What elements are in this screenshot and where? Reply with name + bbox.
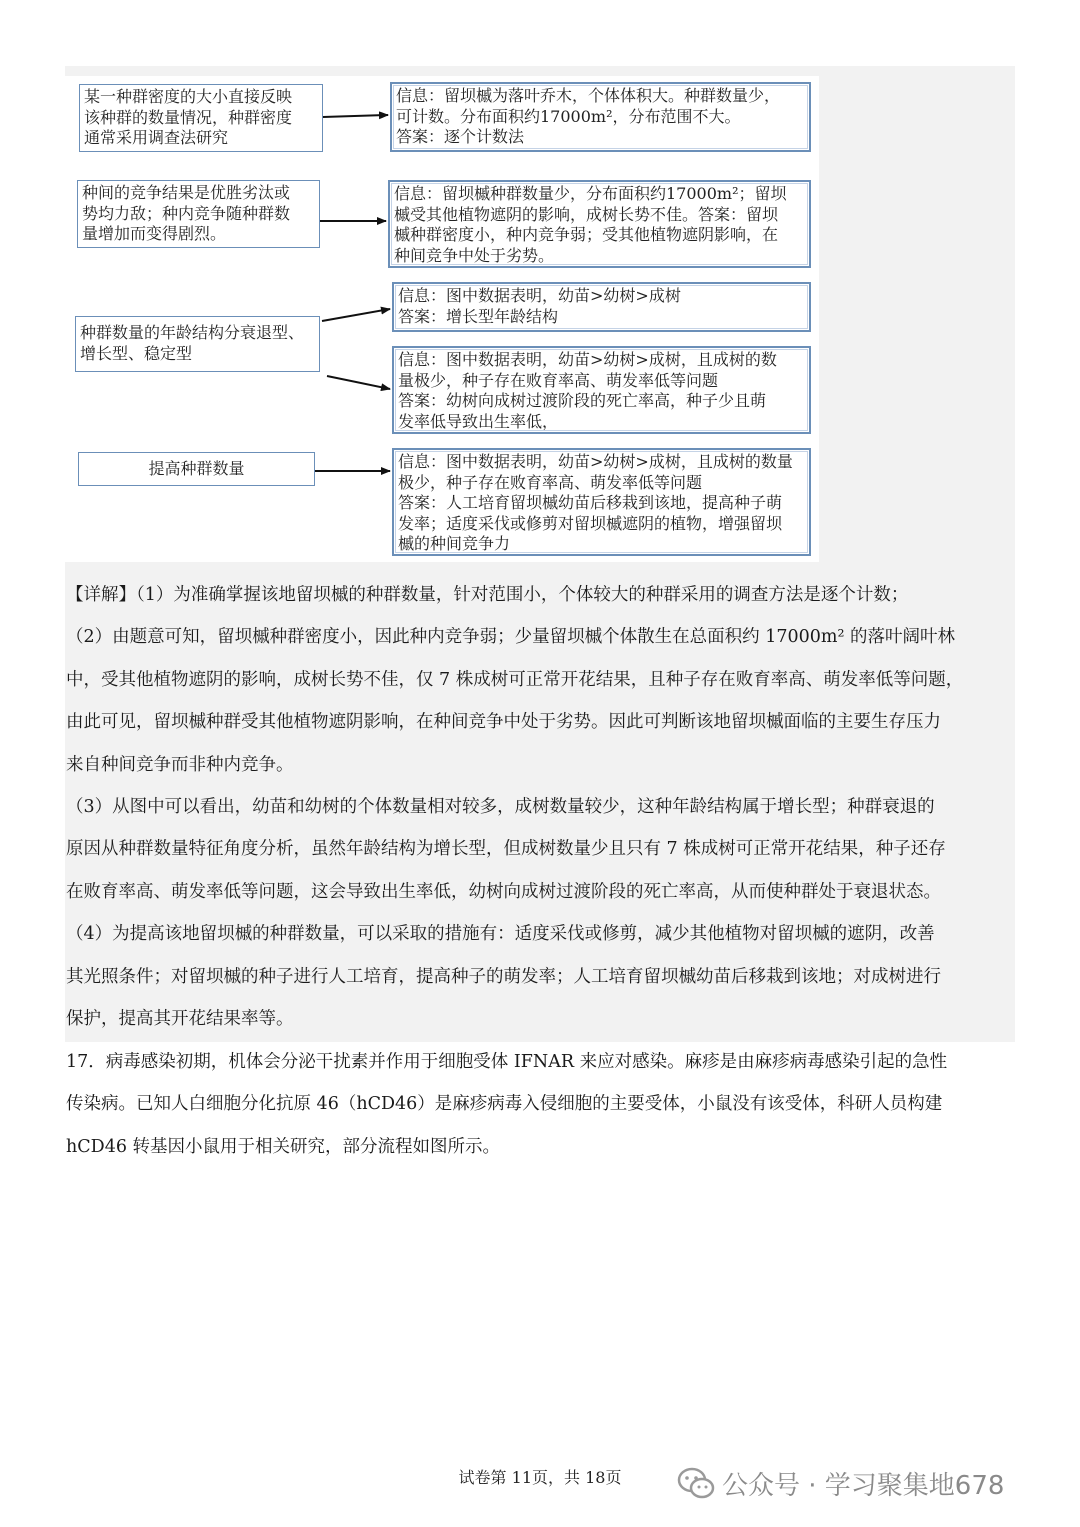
box-line: 种群数量的年龄结构分衰退型、 — [80, 323, 305, 342]
page-footer: 试卷第 11页，共 18页 — [458, 1468, 622, 1487]
box-line: 信息：图中数据表明，幼苗>幼树>成树，且成树的数 — [398, 350, 777, 369]
box-line: 发率；适度采伐或修剪对留坝槭遮阴的植物，增强留坝 — [398, 513, 783, 533]
watermark — [676, 1463, 1004, 1503]
solution-diagram — [65, 76, 819, 562]
box-line: 答案：人工培育留坝槭幼苗后移栽到该地，提高种子萌 — [398, 493, 783, 512]
explanation-line: 来自种间竞争而非种内竞争。 — [66, 754, 294, 775]
diagram-arrows — [65, 76, 819, 562]
arrow-4 — [327, 376, 390, 389]
box-line: 种间的竞争结果是优胜劣汰或 — [82, 183, 291, 202]
box-line: 可计数。分布面积约17000m²，分布范围不大。 — [396, 106, 741, 126]
box-line: 答案：逐个计数法 — [396, 127, 525, 146]
box-line: 槭的种间竞争力 — [398, 534, 511, 553]
explanation-line: 由此可见，留坝槭种群受其他植物遮阴影响，在种间竞争中处于劣势。因此可判断该地留坝槭面临的主要生存压力 — [66, 712, 941, 733]
arrow-1 — [323, 115, 388, 117]
arrow-3 — [322, 309, 390, 321]
question-line: hCD46 转基因小鼠用于相关研究，部分流程如图所示。 — [66, 1136, 501, 1157]
box-line: 势均力敌；种内竞争随种群数 — [82, 203, 291, 223]
box-line: 极少，种子存在败育率高、萌发率低等问题 — [398, 472, 703, 492]
explanation-line: 保护，提高其开花结果率等。 — [66, 1009, 294, 1030]
question-17 — [66, 1041, 1016, 1168]
explanation-line: 在败育率高、萌发率低等问题，这会导致出生率低，幼树向成树过渡阶段的死亡率高，从而使种群处于衰退状态。 — [66, 881, 941, 902]
box-line: 信息：留坝槭为落叶乔木，个体体积大。种群数量少， — [396, 86, 781, 105]
box-line: 信息：留坝槭种群数量少，分布面积约17000m²；留坝 — [394, 184, 787, 203]
question-line: 17．病毒感染初期，机体会分泌干扰素并作用于细胞受体 IFNAR 来应对感染。麻疹是由麻疹病毒感染引起的急性 — [66, 1052, 948, 1072]
explanation-line: 其光照条件；对留坝槭的种子进行人工培育，提高种子的萌发率；人工培育留坝槭幼苗后移栽到该地；对成树进行 — [66, 966, 941, 987]
box-line: 槭种群密度小，种内竞争弱；受其他植物遮阴影响，在 — [394, 225, 779, 244]
question-line: 传染病。已知人白细胞分化抗原 46（hCD46）是麻疹病毒入侵细胞的主要受体，小鼠没有该受体，科研人员构建 — [66, 1094, 943, 1115]
explanation-line: （3）从图中可以看出，幼苗和幼树的个体数量相对较多，成树数量较少，这种年龄结构属于增长型；种群衰退的 — [66, 797, 935, 818]
box-line: 通常采用调查法研究 — [84, 128, 229, 147]
explanation-line: 原因从种群数量特征角度分析，虽然年龄结构为增长型，但成树数量少且只有 7 株成树可正常开花结果，种子还存 — [66, 839, 946, 860]
box-line: 槭受其他植物遮阴的影响，成树长势不佳。答案：留坝 — [394, 204, 779, 224]
box-line: 信息：图中数据表明，幼苗>幼树>成树，且成树的数量 — [398, 452, 793, 471]
explanation-line: 【详解】（1）为准确掌握该地留坝槭的种群数量，针对范围小，个体较大的种群采用的调查方法是逐个计数； — [66, 585, 909, 605]
box-line: 答案：幼树向成树过渡阶段的死亡率高，种子少且萌 — [398, 391, 767, 410]
box-line: 该种群的数量情况，种群密度 — [84, 107, 293, 127]
watermark-text: 公众号 · 学习聚集地678 — [722, 1470, 1005, 1501]
box-line: 信息：图中数据表明，幼苗>幼树>成树 — [398, 286, 681, 305]
box-line: 答案：增长型年龄结构 — [398, 306, 559, 326]
box-line: 种间竞争中处于劣势。 — [394, 245, 555, 265]
wechat-icon — [676, 1463, 716, 1503]
explanation-line: 中，受其他植物遮阴的影响，成树长势不佳，仅 7 株成树可正常开花结果，且种子存在败育率高、萌发率低等问题， — [66, 669, 964, 690]
explanation-line: （4）为提高该地留坝槭的种群数量，可以采取的措施有：适度采伐或修剪，减少其他植物对留坝槭的遮阴，改善 — [66, 924, 935, 945]
explanation-line: （2）由题意可知，留坝槭种群密度小，因此种内竞争弱；少量留坝槭个体散生在总面积约 17000m² 的落叶阔叶林 — [66, 627, 956, 648]
box-line: 发率低导致出生率低， — [398, 411, 559, 431]
box-line: 量增加而变得剧烈。 — [82, 224, 227, 243]
box-line: 某一种群密度的大小直接反映 — [84, 87, 293, 106]
box-line: 量极少，种子存在败育率高、萌发率低等问题 — [398, 370, 719, 390]
explanation-text — [66, 574, 1016, 1040]
box-line: 提高种群数量 — [148, 458, 245, 478]
box-line: 增长型、稳定型 — [80, 343, 193, 363]
